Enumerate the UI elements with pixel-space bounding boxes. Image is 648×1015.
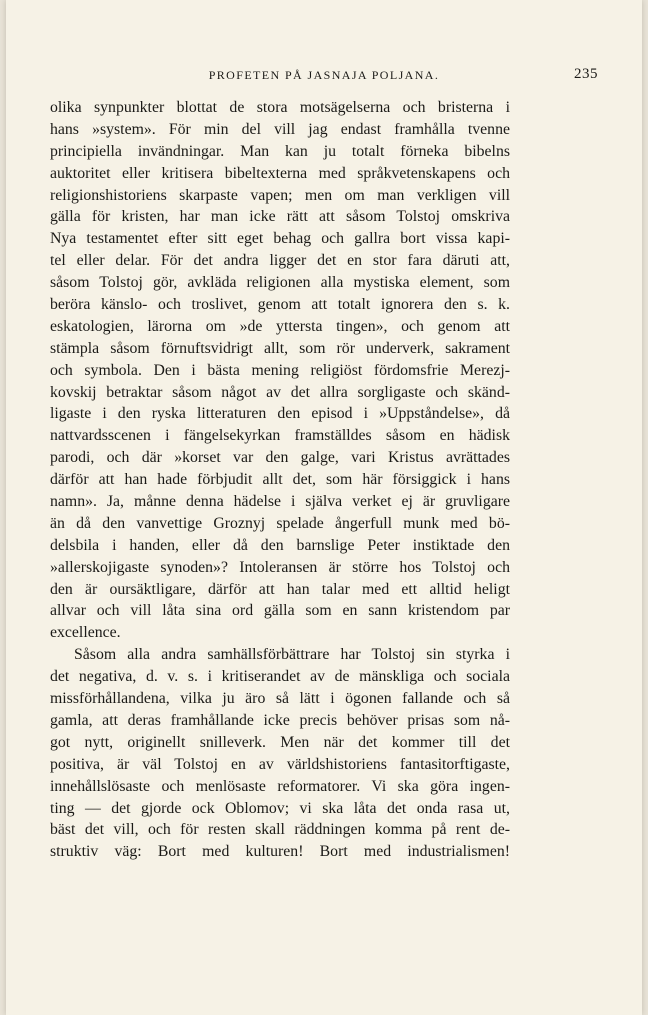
text-line: och symbola. Den i bästa mening religiöst fördomsfrie Merezj- <box>50 361 510 379</box>
text-line: stämpla såsom förnuftsvidrigt allt, som rör underverk, sakrament <box>50 339 510 357</box>
paragraph-start-line: Såsom alla andra samhällsförbättrare har Tolstoj sin styrka i <box>74 646 510 664</box>
text-line: innehållslösaste och menlösaste reformatorer. Vi ska göra ingen- <box>50 777 510 795</box>
text-line: struktiv väg: Bort med kulturen! Bort med industrialismen! <box>50 843 510 861</box>
text-line: tel eller delar. För det andra ligger det en stor fara däruti att, <box>50 252 510 270</box>
text-line: gamla, att deras framhållande icke precis behöver prisas som nå- <box>50 711 510 729</box>
text-line: allvar och vill låta sina ord gälla som en sann kristendom par <box>50 602 510 620</box>
text-line: det negativa, d. v. s. i kritiserandet av de mänskliga och sociala <box>50 668 510 686</box>
text-line: kovskij betraktar såsom något av det allra sorgligaste och skänd- <box>50 383 510 401</box>
text-line: hans »system». För min del vill jag endast framhålla tvenne <box>50 120 510 138</box>
text-line: parodi, och där »korset var den galge, vari Kristus avrättades <box>50 449 510 467</box>
text-line: delsbila i handen, eller då den barnslige Peter instiktade den <box>50 536 510 554</box>
text-line: positiva, är väl Tolstoj en av världshistoriens fantasitorftigaste, <box>50 755 510 773</box>
text-line: olika synpunkter blottat de stora motsägelserna och bristerna i <box>50 99 510 116</box>
text-line: principiella invändningar. Man kan ju totalt förneka bibelns <box>50 142 510 160</box>
text-line: ligaste i den ryska litteraturen den episod i »Uppståndelse», då <box>50 405 510 423</box>
body-text <box>50 97 510 863</box>
text-line: »allerskojigaste synoden»? Intoleransen är större hos Tolstoj och <box>50 558 510 576</box>
page-number: 235 <box>574 66 598 82</box>
text-line: missförhållandena, vilka ju äro så lätt i ögonen fallande och så <box>50 690 510 708</box>
text-line: bäst det vill, och för resten skall räddningen komma på rent de- <box>50 821 510 839</box>
text-line: ting — det gjorde ock Oblomov; vi ska låta det onda rasa ut, <box>50 799 510 817</box>
text-line: Nya testamentet efter sitt eget behag och gallra bort vissa kapi- <box>50 230 510 248</box>
running-title: PROFETEN PÅ JASNAJA POLJANA. <box>208 68 440 82</box>
text-line: religionshistoriens skarpaste vapen; men om man verkligen vill <box>50 186 510 204</box>
paragraph-end-line: excellence. <box>50 624 121 642</box>
text-line: auktoritet eller kritisera bibeltexterna med språkvetenskapens och <box>50 164 510 182</box>
text-line: såsom Tolstoj gör, avkläda religionen alla mystiska element, som <box>50 274 510 292</box>
text-line: eskatologien, lärorna om »de yttersta tingen», och genom att <box>50 317 510 335</box>
text-line: den är oursäktligare, därför att han talar med ett alltid heligt <box>50 580 510 598</box>
text-line: got nytt, originellt snilleverk. Men när det kommer till det <box>50 733 510 751</box>
text-line: nattvardsscenen i fängelsekyrkan framställdes såsom en hädisk <box>50 427 510 445</box>
text-line: gälla för kristen, har man icke rätt att såsom Tolstoj omskriva <box>50 208 510 226</box>
book-page <box>6 0 642 1015</box>
text-line: därför att han hade förbjudit allt det, som här försiggick i hans <box>50 471 510 489</box>
text-line: namn». Ja, månne denna hädelse i själva verket ej är gruvligare <box>50 493 510 511</box>
text-line: beröra känslo- och troslivet, genom att totalt ignorera den s. k. <box>50 296 510 314</box>
text-line: än då den vanvettige Groznyj spelade ångerfull munk med bö- <box>50 514 510 532</box>
running-head <box>50 68 598 92</box>
